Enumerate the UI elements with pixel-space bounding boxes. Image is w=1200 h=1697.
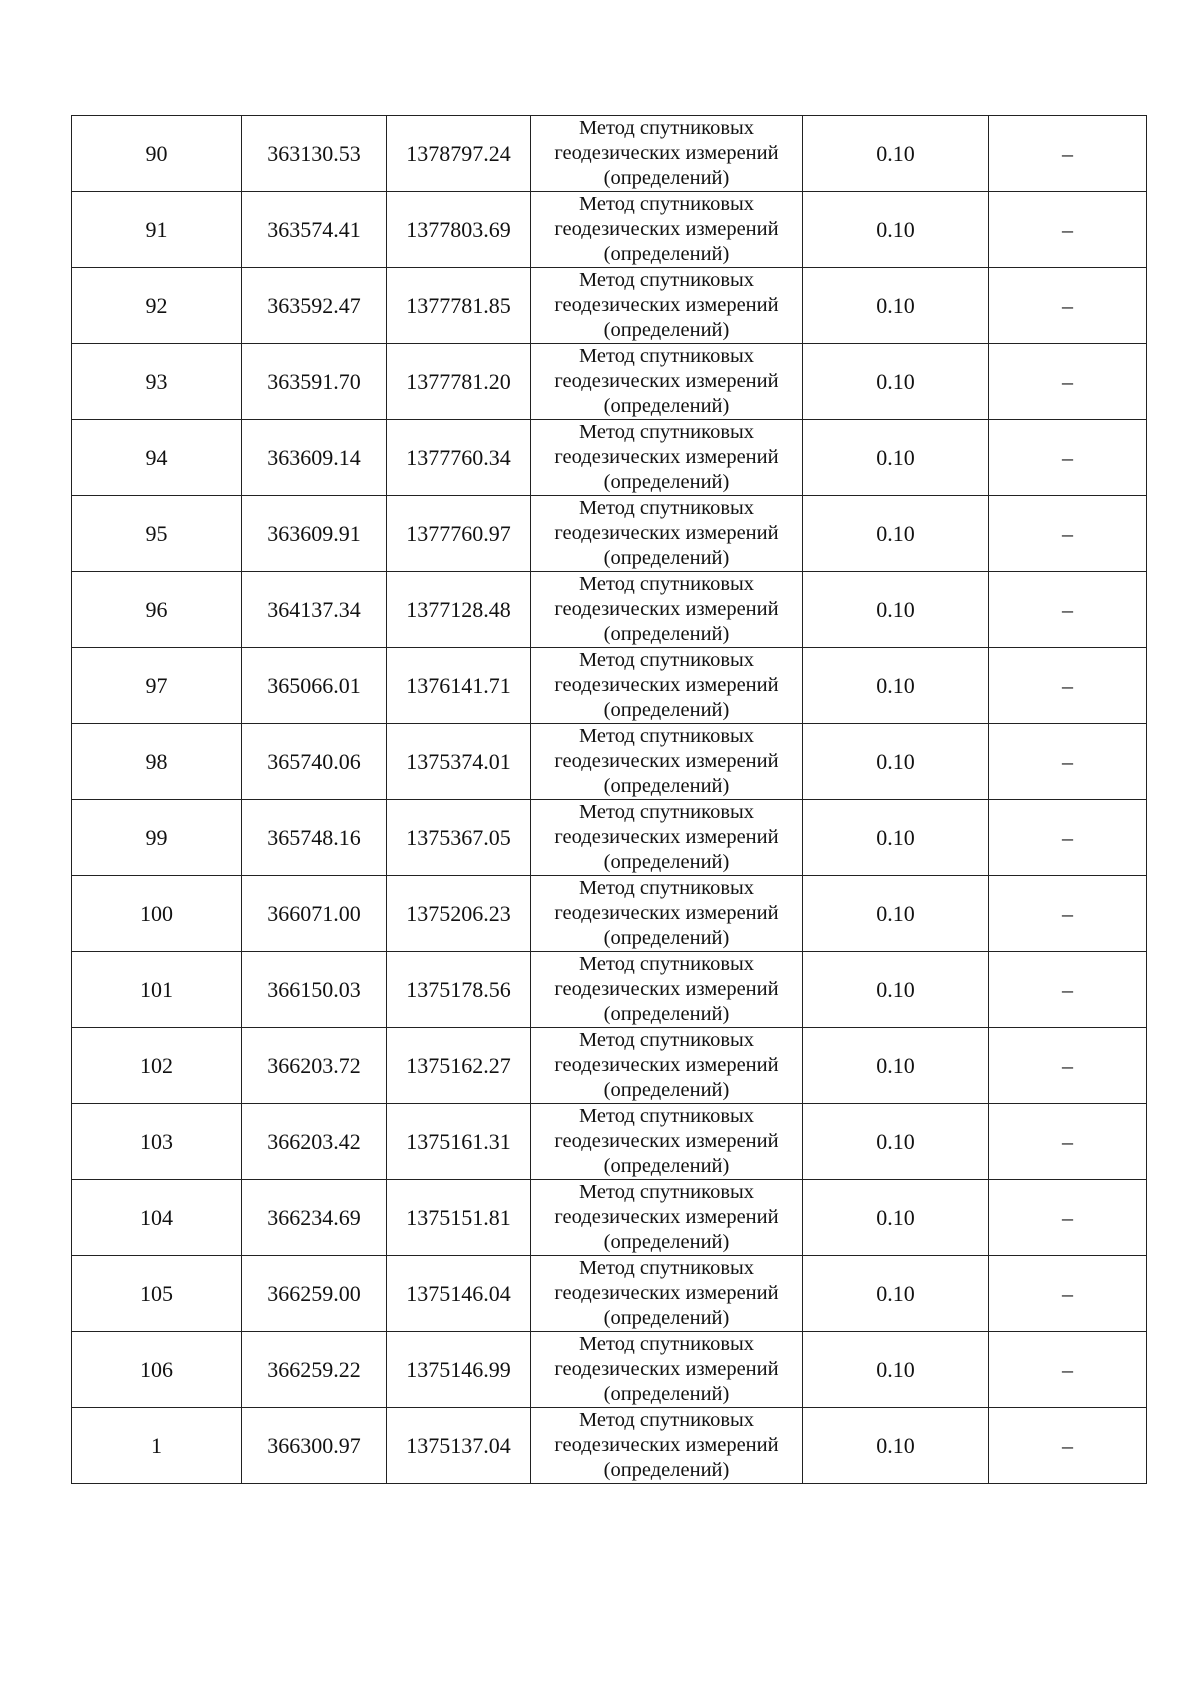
method-text-line: геодезических измерений [554, 142, 779, 164]
method-text-line: (определений) [603, 1307, 730, 1329]
point-number-cell: 1 [72, 1408, 242, 1484]
method-cell [531, 496, 803, 572]
accuracy-cell: 0.10 [803, 1104, 989, 1180]
method-text-line: Метод спутниковых [578, 1409, 755, 1431]
method-cell [531, 800, 803, 876]
method-cell [531, 1104, 803, 1180]
table-row [72, 1256, 1147, 1332]
table-row [72, 724, 1147, 800]
note-cell: – [989, 268, 1147, 344]
method-cell [531, 876, 803, 952]
x-coordinate-cell: 366259.00 [242, 1256, 387, 1332]
accuracy-cell: 0.10 [803, 724, 989, 800]
method-cell [531, 192, 803, 268]
table-row [72, 952, 1147, 1028]
table-row [72, 1104, 1147, 1180]
method-text-line: Метод спутниковых [578, 1333, 755, 1355]
x-coordinate-cell: 363130.53 [242, 116, 387, 192]
x-coordinate-cell: 366259.22 [242, 1332, 387, 1408]
method-text-line: (определений) [603, 1231, 730, 1253]
y-coordinate-cell: 1375206.23 [387, 876, 531, 952]
method-text-line: геодезических измерений [554, 902, 779, 924]
point-number-cell: 99 [72, 800, 242, 876]
y-coordinate-cell: 1375137.04 [387, 1408, 531, 1484]
method-text-line: геодезических измерений [554, 1282, 779, 1304]
table-row [72, 420, 1147, 496]
accuracy-cell: 0.10 [803, 800, 989, 876]
accuracy-cell: 0.10 [803, 952, 989, 1028]
method-text-line: (определений) [603, 243, 730, 265]
method-cell [531, 648, 803, 724]
table-row [72, 1408, 1147, 1484]
method-text-line: геодезических измерений [554, 598, 779, 620]
method-text-line: (определений) [603, 471, 730, 493]
method-text-line: Метод спутниковых [578, 649, 755, 671]
method-cell [531, 1028, 803, 1104]
x-coordinate-cell: 366234.69 [242, 1180, 387, 1256]
accuracy-cell: 0.10 [803, 572, 989, 648]
point-number-cell: 102 [72, 1028, 242, 1104]
method-text-line: (определений) [603, 1155, 730, 1177]
point-number-cell: 98 [72, 724, 242, 800]
table-row [72, 496, 1147, 572]
accuracy-cell: 0.10 [803, 1180, 989, 1256]
method-cell [531, 268, 803, 344]
accuracy-cell: 0.10 [803, 496, 989, 572]
table-row [72, 1332, 1147, 1408]
method-text-line: Метод спутниковых [578, 421, 755, 443]
method-text-line: геодезических измерений [554, 370, 779, 392]
method-cell [531, 116, 803, 192]
y-coordinate-cell: 1376141.71 [387, 648, 531, 724]
method-text-line: геодезических измерений [554, 294, 779, 316]
method-text-line: геодезических измерений [554, 1130, 779, 1152]
accuracy-cell: 0.10 [803, 268, 989, 344]
note-cell: – [989, 1180, 1147, 1256]
note-cell: – [989, 648, 1147, 724]
point-number-cell: 93 [72, 344, 242, 420]
method-text-line: Метод спутниковых [578, 1257, 755, 1279]
point-number-cell: 90 [72, 116, 242, 192]
method-text-line: Метод спутниковых [578, 497, 755, 519]
note-cell: – [989, 1408, 1147, 1484]
accuracy-cell: 0.10 [803, 116, 989, 192]
x-coordinate-cell: 363609.14 [242, 420, 387, 496]
x-coordinate-cell: 363574.41 [242, 192, 387, 268]
point-number-cell: 104 [72, 1180, 242, 1256]
method-text-line: (определений) [603, 623, 730, 645]
method-text-line: Метод спутниковых [578, 725, 755, 747]
note-cell: – [989, 572, 1147, 648]
point-number-cell: 100 [72, 876, 242, 952]
y-coordinate-cell: 1377781.85 [387, 268, 531, 344]
method-text-line: геодезических измерений [554, 674, 779, 696]
y-coordinate-cell: 1377781.20 [387, 344, 531, 420]
method-text-line: геодезических измерений [554, 446, 779, 468]
x-coordinate-cell: 365748.16 [242, 800, 387, 876]
table-row [72, 268, 1147, 344]
method-text-line: Метод спутниковых [578, 953, 755, 975]
accuracy-cell: 0.10 [803, 876, 989, 952]
y-coordinate-cell: 1375151.81 [387, 1180, 531, 1256]
y-coordinate-cell: 1377128.48 [387, 572, 531, 648]
x-coordinate-cell: 364137.34 [242, 572, 387, 648]
method-text-line: Метод спутниковых [578, 345, 755, 367]
method-text-line: (определений) [603, 1459, 730, 1481]
table-row [72, 800, 1147, 876]
method-cell [531, 1332, 803, 1408]
method-text-line: геодезических измерений [554, 218, 779, 240]
y-coordinate-cell: 1377760.34 [387, 420, 531, 496]
coordinates-table [71, 115, 1147, 1484]
method-text-line: Метод спутниковых [578, 1181, 755, 1203]
method-text-line: Метод спутниковых [578, 1029, 755, 1051]
x-coordinate-cell: 365740.06 [242, 724, 387, 800]
method-text-line: (определений) [603, 775, 730, 797]
method-text-line: Метод спутниковых [578, 193, 755, 215]
y-coordinate-cell: 1375146.04 [387, 1256, 531, 1332]
x-coordinate-cell: 363592.47 [242, 268, 387, 344]
method-cell [531, 724, 803, 800]
method-text-line: геодезических измерений [554, 1434, 779, 1456]
note-cell: – [989, 1028, 1147, 1104]
method-text-line: Метод спутниковых [578, 1105, 755, 1127]
point-number-cell: 92 [72, 268, 242, 344]
point-number-cell: 96 [72, 572, 242, 648]
method-text-line: Метод спутниковых [578, 877, 755, 899]
note-cell: – [989, 420, 1147, 496]
accuracy-cell: 0.10 [803, 1408, 989, 1484]
y-coordinate-cell: 1375367.05 [387, 800, 531, 876]
point-number-cell: 94 [72, 420, 242, 496]
method-text-line: Метод спутниковых [578, 117, 755, 139]
method-text-line: геодезических измерений [554, 1358, 779, 1380]
method-cell [531, 572, 803, 648]
coordinates-table-body [72, 116, 1147, 1484]
table-row [72, 648, 1147, 724]
point-number-cell: 91 [72, 192, 242, 268]
y-coordinate-cell: 1375161.31 [387, 1104, 531, 1180]
y-coordinate-cell: 1375146.99 [387, 1332, 531, 1408]
x-coordinate-cell: 365066.01 [242, 648, 387, 724]
note-cell: – [989, 952, 1147, 1028]
note-cell: – [989, 724, 1147, 800]
x-coordinate-cell: 366203.42 [242, 1104, 387, 1180]
method-text-line: (определений) [603, 1003, 730, 1025]
table-row [72, 192, 1147, 268]
note-cell: – [989, 496, 1147, 572]
x-coordinate-cell: 366203.72 [242, 1028, 387, 1104]
accuracy-cell: 0.10 [803, 344, 989, 420]
note-cell: – [989, 344, 1147, 420]
point-number-cell: 106 [72, 1332, 242, 1408]
method-text-line: Метод спутниковых [578, 573, 755, 595]
table-row [72, 572, 1147, 648]
method-text-line: геодезических измерений [554, 1206, 779, 1228]
y-coordinate-cell: 1375162.27 [387, 1028, 531, 1104]
method-text-line: Метод спутниковых [578, 801, 755, 823]
y-coordinate-cell: 1377760.97 [387, 496, 531, 572]
method-text-line: (определений) [603, 1383, 730, 1405]
table-row [72, 116, 1147, 192]
y-coordinate-cell: 1378797.24 [387, 116, 531, 192]
method-text-line: (определений) [603, 851, 730, 873]
accuracy-cell: 0.10 [803, 1256, 989, 1332]
accuracy-cell: 0.10 [803, 1028, 989, 1104]
method-cell [531, 1256, 803, 1332]
x-coordinate-cell: 366300.97 [242, 1408, 387, 1484]
method-text-line: (определений) [603, 547, 730, 569]
point-number-cell: 97 [72, 648, 242, 724]
method-text-line: геодезических измерений [554, 522, 779, 544]
x-coordinate-cell: 366150.03 [242, 952, 387, 1028]
method-text-line: (определений) [603, 319, 730, 341]
method-text-line: геодезических измерений [554, 1054, 779, 1076]
note-cell: – [989, 800, 1147, 876]
method-text-line: (определений) [603, 167, 730, 189]
y-coordinate-cell: 1377803.69 [387, 192, 531, 268]
point-number-cell: 103 [72, 1104, 242, 1180]
note-cell: – [989, 876, 1147, 952]
accuracy-cell: 0.10 [803, 1332, 989, 1408]
accuracy-cell: 0.10 [803, 192, 989, 268]
point-number-cell: 101 [72, 952, 242, 1028]
table-row [72, 1180, 1147, 1256]
method-text-line: (определений) [603, 699, 730, 721]
method-text-line: геодезических измерений [554, 750, 779, 772]
y-coordinate-cell: 1375374.01 [387, 724, 531, 800]
method-text-line: (определений) [603, 927, 730, 949]
method-text-line: Метод спутниковых [578, 269, 755, 291]
method-text-line: (определений) [603, 1079, 730, 1101]
method-text-line: геодезических измерений [554, 978, 779, 1000]
point-number-cell: 95 [72, 496, 242, 572]
x-coordinate-cell: 363609.91 [242, 496, 387, 572]
point-number-cell: 105 [72, 1256, 242, 1332]
method-cell [531, 420, 803, 496]
method-cell [531, 344, 803, 420]
accuracy-cell: 0.10 [803, 648, 989, 724]
method-cell [531, 1180, 803, 1256]
table-row [72, 344, 1147, 420]
table-row [72, 876, 1147, 952]
table-row [72, 1028, 1147, 1104]
method-text-line: геодезических измерений [554, 826, 779, 848]
method-text-line: (определений) [603, 395, 730, 417]
x-coordinate-cell: 363591.70 [242, 344, 387, 420]
y-coordinate-cell: 1375178.56 [387, 952, 531, 1028]
note-cell: – [989, 192, 1147, 268]
note-cell: – [989, 116, 1147, 192]
note-cell: – [989, 1104, 1147, 1180]
x-coordinate-cell: 366071.00 [242, 876, 387, 952]
note-cell: – [989, 1332, 1147, 1408]
note-cell: – [989, 1256, 1147, 1332]
method-cell [531, 1408, 803, 1484]
method-cell [531, 952, 803, 1028]
accuracy-cell: 0.10 [803, 420, 989, 496]
